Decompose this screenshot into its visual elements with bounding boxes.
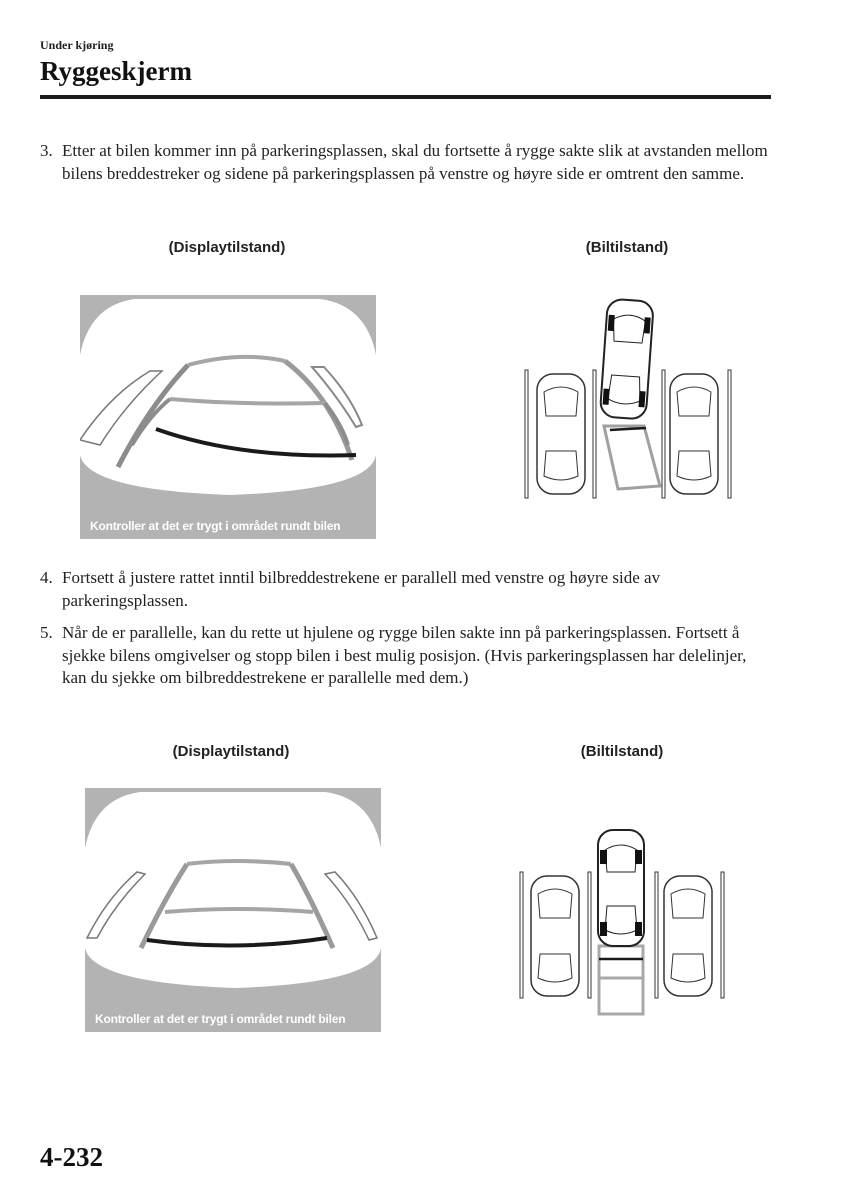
step-4: [40, 567, 775, 612]
step-5: [40, 622, 775, 690]
camera-view-illustration: [80, 295, 376, 539]
car-caption-1: (Biltilstand): [585, 239, 669, 256]
step-text: Fortsett å justere rattet inntil bilbreddestrekene er parallell med venstre og høyre side av parkeringsplassen.: [62, 568, 661, 610]
safety-message: Kontroller at det er trygt i området rundt bilen: [90, 519, 341, 533]
parking-diagram: [520, 296, 734, 502]
camera-view-illustration: [85, 788, 381, 1032]
car-state-diagram-1: [520, 296, 734, 502]
section-label: Under kjøring: [40, 38, 114, 52]
step-number: 4.: [40, 568, 53, 587]
parking-diagram: [515, 826, 729, 1018]
display-caption-2: (Displaytilstand): [172, 743, 290, 760]
camera-display-1: [80, 295, 376, 539]
car-caption-2: (Biltilstand): [580, 743, 664, 760]
camera-display-2: [85, 788, 381, 1032]
car-state-diagram-2: [515, 826, 729, 1018]
page-number: 4-232: [40, 1142, 103, 1172]
step-text: Etter at bilen kommer inn på parkeringsplassen, skal du fortsette å rygge sakte slik at avstanden mellom bilens breddestreker og sidene på parkeringsplassen på venstre og høyre side er omtrent den samme.: [62, 141, 768, 183]
step-3: [40, 140, 775, 185]
safety-message: Kontroller at det er trygt i området rundt bilen: [95, 1012, 346, 1026]
title-divider: [40, 95, 771, 99]
step-text: Når de er parallelle, kan du rette ut hjulene og rygge bilen sakte inn på parkeringsplassen. Fortsett å sjekke bilens omgivelser og stopp bilen i best mulig posisjon. (Hvis parkeringsplassen har delelinjer, kan du sjekke om bilbreddestrekene er parallelle med dem.): [62, 623, 747, 687]
step-number: 3.: [40, 141, 53, 160]
page-title: Ryggeskjerm: [40, 56, 193, 86]
display-caption-1: (Displaytilstand): [168, 239, 286, 256]
step-number: 5.: [40, 623, 53, 642]
